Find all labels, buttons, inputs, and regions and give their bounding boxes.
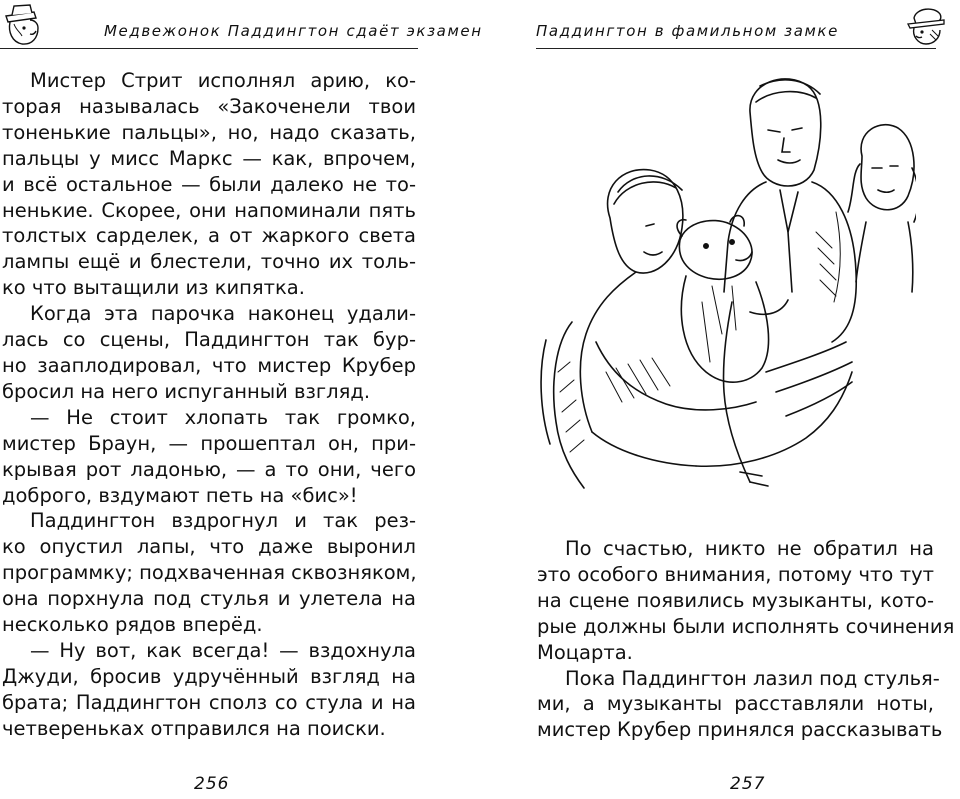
running-head-right: Паддингтон в фамильном замке (536, 22, 839, 40)
text-line: Мистер Стрит исполнял арию, ко- (30, 69, 416, 92)
text-line: несколько рядов вперёд. (2, 613, 263, 637)
text-line: Джуди, бросив удручённый взгляд на (2, 664, 416, 688)
header-rule-right (536, 48, 936, 49)
illustration-paddington-family (536, 72, 916, 512)
page-number-left: 256 (194, 774, 230, 794)
text-line: лась со сцены, Паддингтон так бур- (2, 328, 416, 352)
text-line: ненькие. Скорее, они напоминали пять (2, 198, 416, 222)
text-line: рые должны были исполнять сочинения (537, 614, 955, 638)
text-line: мистер Крубер принялся рассказывать (537, 718, 943, 742)
text-line: ко что вытащили из кипятка. (2, 276, 305, 300)
text-line: пальцы у мисс Маркс — как, впрочем, (2, 146, 416, 170)
text-line: программку; подхваченная сквозняком, (2, 561, 417, 585)
text-line: брата; Паддингтон сполз со стула и на (2, 690, 416, 714)
header-rule-left (0, 48, 418, 49)
text-line: и всё остальное — были далеко не то- (2, 172, 416, 196)
paddington-corner-icon (0, 2, 46, 48)
text-line: она порхнула под стулья и улетела на (2, 587, 416, 611)
text-line: — Ну вот, как всегда! — вздохнула (30, 638, 416, 662)
text-line: торая называлась «Закоченели твои (2, 94, 416, 118)
paddington-corner-icon (904, 2, 950, 48)
text-line: Пока Паддингтон лазил под стулья- (565, 666, 940, 690)
text-line: но зааплодировал, что мистер Крубер (2, 353, 416, 377)
text-line: доброго, вздумают петь на «бис»! (2, 483, 358, 507)
text-line: Моцарта. (537, 640, 633, 664)
text-line: это особого внимания, потому что тут (537, 562, 934, 586)
text-line: ми, а музыканты расставляли ноты, (537, 692, 934, 716)
text-line: Паддингтон вздрогнул и так рез- (30, 509, 416, 533)
running-head-left: Медвежонок Паддингтон сдаёт экзамен (104, 22, 483, 40)
text-line: на сцене появились музыканты, кото- (537, 588, 934, 612)
text-line: толстых сарделек, а от жаркого света (2, 224, 416, 248)
text-line: бросил на него испуганный взгляд. (2, 379, 371, 403)
left-body-text (2, 68, 416, 742)
text-line: Когда эта парочка наконец удали- (30, 302, 416, 326)
text-line: ко опустил лапы, что даже выронил (2, 535, 416, 559)
page-number-right: 257 (730, 774, 766, 794)
text-line: мистер Браун, — прошептал он, при- (2, 431, 416, 455)
text-line: тоненькие пальцы», но, надо сказать, (2, 120, 416, 144)
girl-head (861, 125, 914, 210)
text-line: По счастью, никто не обратил на (565, 537, 934, 560)
right-body-text (537, 536, 955, 743)
text-line: — Не стоит хлопать так громко, (30, 405, 416, 429)
text-line: лампы ещё и блестели, точно их толь- (2, 250, 416, 274)
text-line: крывая рот ладонью, — а то они, чего (2, 457, 416, 481)
bear-head (679, 221, 752, 280)
right-page (480, 0, 960, 799)
text-line: четвереньках отправился на поиски. (2, 716, 386, 740)
